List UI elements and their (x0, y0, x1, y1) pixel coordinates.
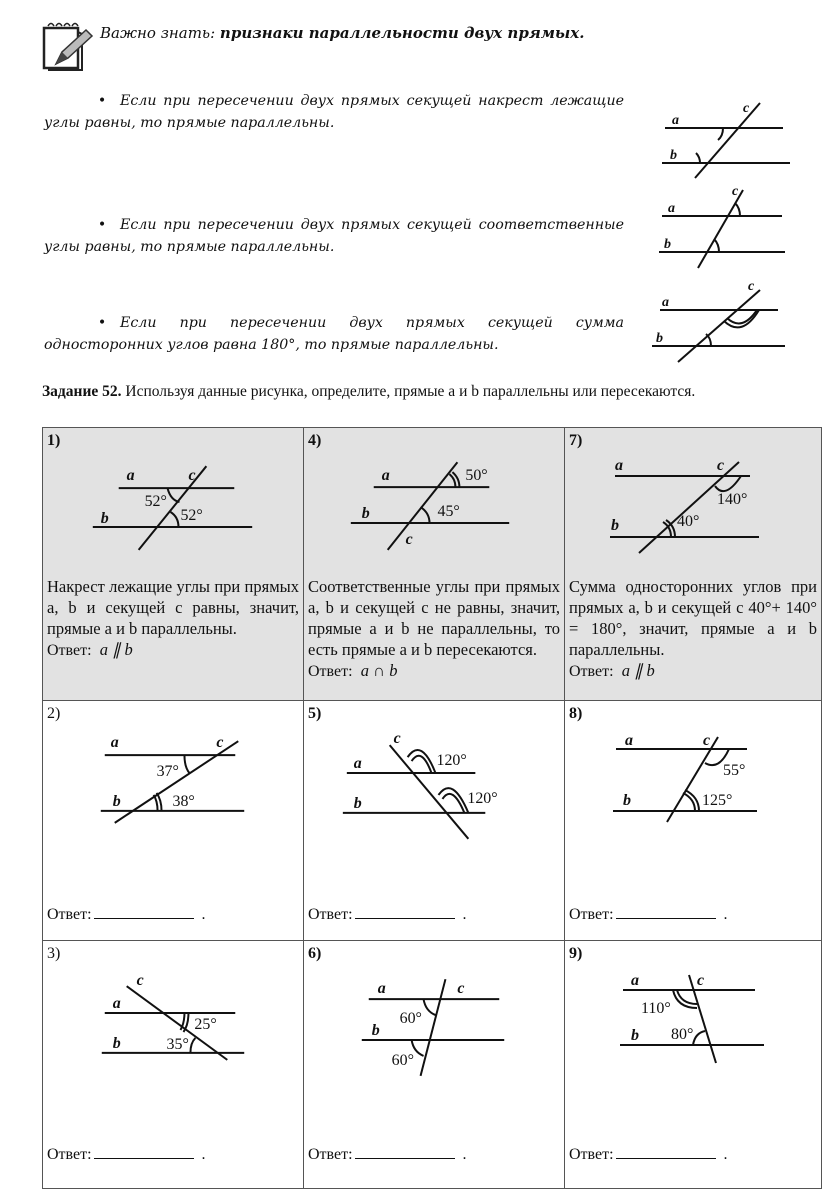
exercise-number: 9) (569, 945, 583, 962)
line-label-c: c (405, 530, 413, 548)
answer-value: a ∩ b (360, 661, 398, 680)
line-label-c: c (703, 732, 711, 749)
line-label-c: c (732, 184, 739, 199)
line-label-c: c (697, 972, 705, 989)
line-label-a: a (381, 467, 390, 485)
line-label-c: c (743, 101, 750, 116)
exercise-number: 5) (308, 705, 322, 722)
angle-label: 60° (399, 1010, 422, 1028)
line-label-a: a (672, 113, 679, 128)
header-title (100, 24, 584, 42)
angle-diagram (43, 450, 303, 580)
exercise-grid (42, 427, 822, 1189)
angle-label: 50° (465, 467, 488, 485)
rule-1 (44, 90, 624, 134)
angle-label: 35° (166, 1035, 189, 1053)
rule-text: Если при пересечении двух прямых секущей накрест лежащие углы равны, то прямые параллельны. (44, 93, 624, 131)
angle-label: 120° (436, 752, 467, 770)
exercise-cell-9 (565, 941, 821, 1188)
answer-blank-line[interactable] (94, 918, 194, 919)
answer-blank-line[interactable] (94, 1158, 194, 1159)
rule-text: Если при пересечении двух прямых секущей сумма односторонних углов равна 180°, то прямые параллельны. (44, 315, 624, 353)
line-label-c: c (393, 730, 401, 748)
line-label-c: c (717, 457, 725, 474)
rule-2 (44, 214, 624, 258)
angle-diagram (565, 963, 821, 1093)
exercise-cell-5 (304, 701, 565, 941)
exercise-cell-2 (43, 701, 304, 941)
explanation (308, 576, 560, 682)
exercise-cell-7 (565, 428, 821, 701)
angle-label: 52° (180, 506, 203, 524)
line-label-b: b (112, 1034, 121, 1052)
answer-label: Ответ: (47, 642, 92, 659)
angle-label: 25° (194, 1015, 217, 1033)
task-statement (42, 382, 828, 402)
line-label-a: a (353, 755, 362, 773)
angle-label: 52° (144, 493, 167, 511)
exercise-number: 1) (47, 432, 61, 449)
explanation (569, 576, 817, 682)
answer-label: Ответ: (569, 906, 614, 923)
line-label-b: b (623, 792, 631, 809)
answer-label: Ответ: (569, 663, 614, 680)
exercise-cell-1 (43, 428, 304, 701)
answer-field[interactable]: Ответ: . (569, 1146, 728, 1163)
task-number: Задание 52. (42, 383, 122, 400)
angle-diagram (565, 723, 821, 853)
answer-label: Ответ: (47, 1146, 92, 1163)
angle-label: 40° (677, 513, 700, 530)
angle-label: 60° (391, 1051, 414, 1069)
bullet: • (97, 315, 107, 331)
notepad-pencil-icon (38, 20, 96, 74)
line-label-c: c (188, 467, 196, 485)
line-label-b: b (112, 792, 121, 810)
angle-label: 125° (702, 792, 733, 809)
line-label-b: b (611, 517, 619, 534)
exercise-cell-6 (304, 941, 565, 1188)
angle-label: 37° (156, 763, 179, 781)
line-label-a: a (110, 734, 119, 752)
answer-blank-line[interactable] (616, 918, 716, 919)
answer-field[interactable]: Ответ: . (47, 1146, 206, 1163)
answer-field[interactable]: Ответ: . (569, 906, 728, 923)
line-label-a: a (377, 980, 386, 998)
angle-label: 120° (467, 789, 498, 807)
line-label-b: b (670, 148, 677, 163)
line-label-a: a (631, 972, 639, 989)
explanation (47, 576, 299, 661)
exercise-number: 8) (569, 705, 583, 722)
line-label-a: a (662, 295, 669, 310)
answer-value: a ∥ b (99, 640, 133, 659)
answer-label: Ответ: (47, 906, 92, 923)
answer-field[interactable]: Ответ: . (308, 906, 467, 923)
task-text: Используя данные рисунка, определите, прямые a и b параллельны или пересекаются. (125, 383, 696, 400)
exercise-cell-4 (304, 428, 565, 701)
angle-diagram (304, 963, 564, 1093)
line-label-b: b (100, 509, 109, 527)
line-label-c: c (216, 734, 224, 752)
answer-blank-line[interactable] (355, 918, 455, 919)
line-label-a: a (615, 457, 623, 474)
line-label-a: a (625, 732, 633, 749)
angle-label: 140° (717, 491, 748, 508)
line-label-a: a (126, 467, 135, 485)
angle-label: 80° (671, 1026, 694, 1043)
line-label-b: b (664, 237, 671, 252)
line-label-b: b (353, 794, 362, 812)
line-label-c: c (457, 980, 465, 998)
angle-diagram (43, 963, 303, 1093)
rule-figures (640, 90, 810, 370)
line-label-c: c (748, 279, 755, 294)
angle-label: 45° (437, 502, 460, 520)
line-label-a: a (668, 201, 675, 216)
angle-label: 110° (641, 1000, 671, 1017)
line-label-b: b (656, 331, 663, 346)
header-prefix: Важно знать: (100, 24, 220, 42)
line-label-b: b (631, 1027, 639, 1044)
exercise-number: 3) (47, 945, 61, 962)
rule-3 (44, 312, 624, 356)
angle-diagram (565, 450, 821, 580)
answer-field[interactable]: Ответ: . (47, 906, 206, 923)
exercise-cell-3 (43, 941, 304, 1188)
answer-field[interactable]: Ответ: . (308, 1146, 467, 1163)
bullet: • (97, 217, 107, 233)
answer-label: Ответ: (569, 1146, 614, 1163)
answer-label: Ответ: (308, 1146, 353, 1163)
rule-text: Если при пересечении двух прямых секущей соответственные углы равны, то прямые параллельны. (44, 217, 624, 255)
answer-label: Ответ: (308, 663, 353, 680)
exercise-cell-8 (565, 701, 821, 941)
angle-diagram (304, 450, 564, 580)
exercise-number: 6) (308, 945, 322, 962)
exercise-number: 4) (308, 432, 322, 449)
line-label-c: c (136, 972, 144, 990)
answer-blank-line[interactable] (355, 1158, 455, 1159)
line-label-b: b (371, 1021, 380, 1039)
angle-diagram (304, 723, 564, 853)
answer-blank-line[interactable] (616, 1158, 716, 1159)
exercise-number: 2) (47, 705, 61, 722)
explanation-text: Сумма односторонних углов при прямых a, b и секущей c 40°+ 140° = 180°, значит, прямые a и b параллельны. (569, 577, 817, 659)
answer-value: a ∥ b (621, 661, 655, 680)
angle-diagram (43, 723, 303, 853)
exercise-number: 7) (569, 432, 583, 449)
line-label-a: a (112, 995, 121, 1013)
angle-label: 55° (723, 762, 746, 779)
bullet: • (97, 93, 107, 109)
answer-label: Ответ: (308, 906, 353, 923)
explanation-text: Накрест лежащие углы при прямых a, b и секущей c равны, значит, прямые a и b параллельны. (47, 577, 299, 638)
angle-label: 38° (172, 792, 195, 810)
explanation-text: Соответственные углы при прямых a, b и секущей c не равны, значит, прямые a и b не параллельны, то есть прямые a и b пересекаются. (308, 577, 560, 659)
line-label-b: b (361, 504, 370, 522)
header-title-bold: признаки параллельности двух прямых. (219, 24, 585, 42)
